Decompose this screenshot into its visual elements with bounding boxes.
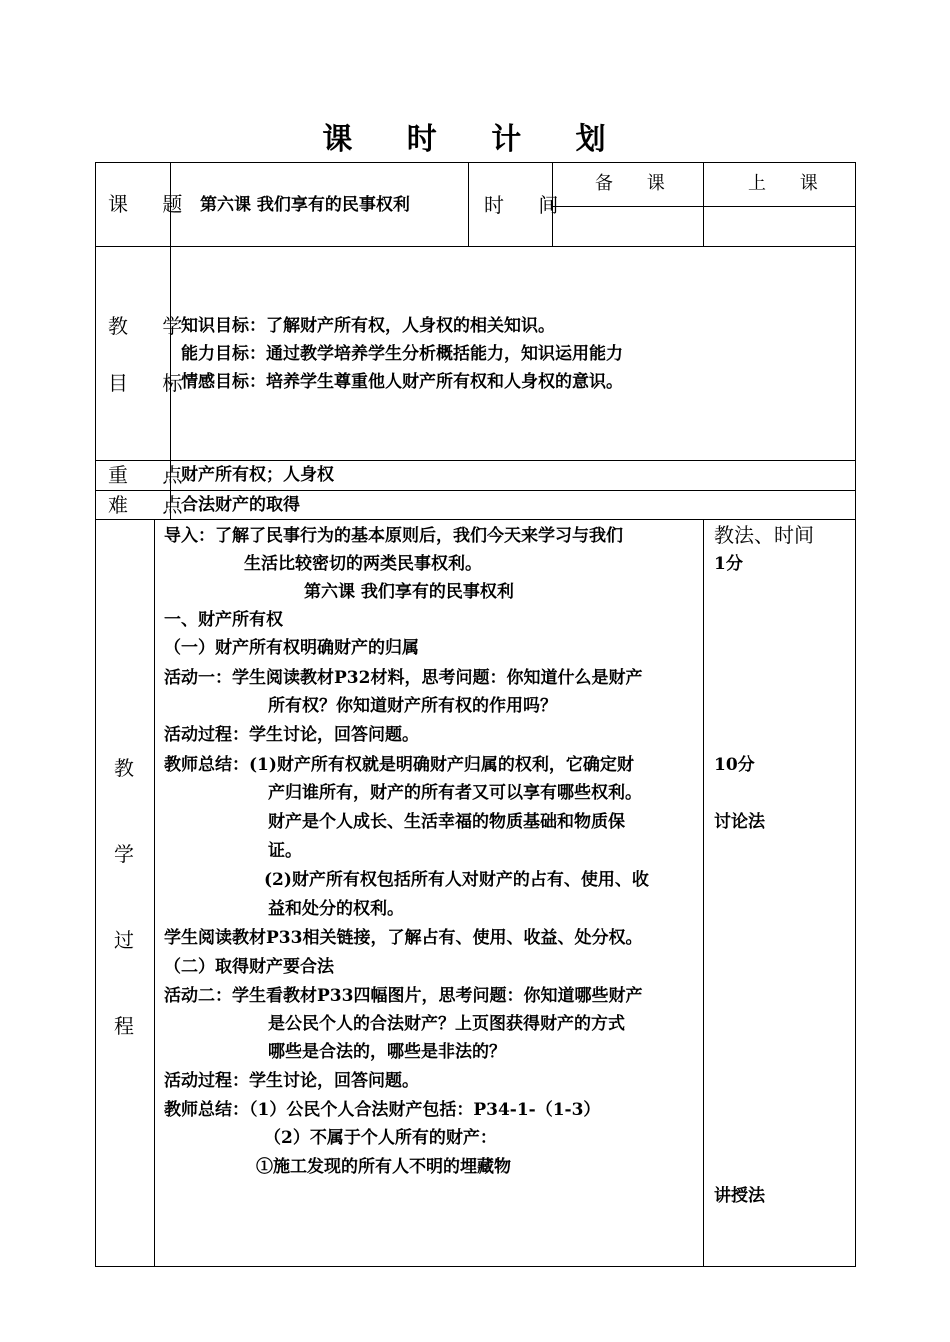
prepare-label: 备 课 <box>595 173 679 194</box>
topic-label: 课 题 <box>108 192 197 216</box>
process-line: 活动二：学生看教材P33四幅图片，思考问题：你知道哪些财产 <box>164 986 643 1006</box>
method-time-header: 教法、时间 <box>714 523 814 547</box>
goals-label: 教 学 <box>108 314 197 338</box>
process-line: 益和处分的权利。 <box>268 899 404 919</box>
difficulty-value: 合法财产的取得 <box>181 495 300 515</box>
table-divider <box>703 519 704 1267</box>
process-label-char: 学 <box>114 842 134 866</box>
side-note: 1分 <box>714 554 743 574</box>
process-line: 一、财产所有权 <box>164 610 283 630</box>
process-label-char: 程 <box>114 1014 134 1038</box>
process-line: 学生阅读教材P33相关链接，了解占有、使用、收益、处分权。 <box>164 928 643 948</box>
key-point-label: 重 点 <box>108 463 197 487</box>
time-label: 时 间 <box>484 193 573 217</box>
process-line: 活动过程：学生讨论，回答问题。 <box>164 725 419 745</box>
lesson-label: 上 课 <box>748 173 832 194</box>
goals-label: 目 标 <box>108 371 197 395</box>
goal-line: 能力目标：通过教学培养学生分析概括能力，知识运用能力 <box>181 344 623 364</box>
table-border-left <box>95 162 96 1267</box>
process-line: 导入：了解了民事行为的基本原则后，我们今天来学习与我们 <box>164 526 623 546</box>
process-line: ①施工发现的所有人不明的埋藏物 <box>256 1157 511 1177</box>
process-line: （一）财产所有权明确财产的归属 <box>164 638 419 658</box>
table-border-top <box>95 162 856 163</box>
side-note: 10分 <box>714 755 755 775</box>
process-line: 证。 <box>268 841 302 861</box>
process-line: 第六课 我们享有的民事权利 <box>304 582 514 602</box>
process-line: 哪些是合法的，哪些是非法的？ <box>268 1042 506 1062</box>
process-line: 教师总结：（1）公民个人合法财产包括：P34-1-（1-3） <box>164 1100 601 1120</box>
process-line: 产归谁所有，财产的所有者又可以享有哪些权利。 <box>268 783 642 803</box>
table-border-right <box>855 162 856 1267</box>
process-label-char: 教 <box>114 756 134 780</box>
table-divider <box>468 162 469 246</box>
process-line: （二）取得财产要合法 <box>164 957 334 977</box>
topic-value: 第六课 我们享有的民事权利 <box>200 195 410 215</box>
goal-line: 知识目标：了解财产所有权，人身权的相关知识。 <box>181 316 555 336</box>
process-label-char: 过 <box>114 928 134 952</box>
table-divider <box>703 162 704 246</box>
process-line: (2)财产所有权包括所有人对财产的占有、使用、收 <box>264 870 649 890</box>
table-divider <box>95 519 856 520</box>
difficulty-label: 难 点 <box>108 493 197 517</box>
process-line: （2）不属于个人所有的财产： <box>264 1128 497 1148</box>
process-line: 是公民个人的合法财产？上页图获得财产的方式 <box>268 1014 625 1034</box>
table-border-bottom <box>95 1266 856 1267</box>
table-divider <box>95 246 856 247</box>
process-line: 财产是个人成长、生活幸福的物质基础和物质保 <box>268 812 625 832</box>
goal-line: 情感目标：培养学生尊重他人财产所有权和人身权的意识。 <box>181 372 623 392</box>
side-note: 讨论法 <box>714 812 765 832</box>
process-line: 生活比较密切的两类民事权利。 <box>244 554 482 574</box>
process-line: 教师总结：(1)财产所有权就是明确财产归属的权利，它确定财 <box>164 755 634 775</box>
process-line: 活动过程：学生讨论，回答问题。 <box>164 1071 419 1091</box>
table-divider <box>553 206 856 207</box>
process-line: 活动一：学生阅读教材P32材料，思考问题：你知道什么是财产 <box>164 668 643 688</box>
process-line: 所有权？你知道财产所有权的作用吗？ <box>268 696 557 716</box>
side-note: 讲授法 <box>714 1186 765 1206</box>
table-divider <box>154 519 155 1267</box>
key-point-value: 财产所有权；人身权 <box>181 465 334 485</box>
page-title: 课 时 计 划 <box>322 122 628 157</box>
